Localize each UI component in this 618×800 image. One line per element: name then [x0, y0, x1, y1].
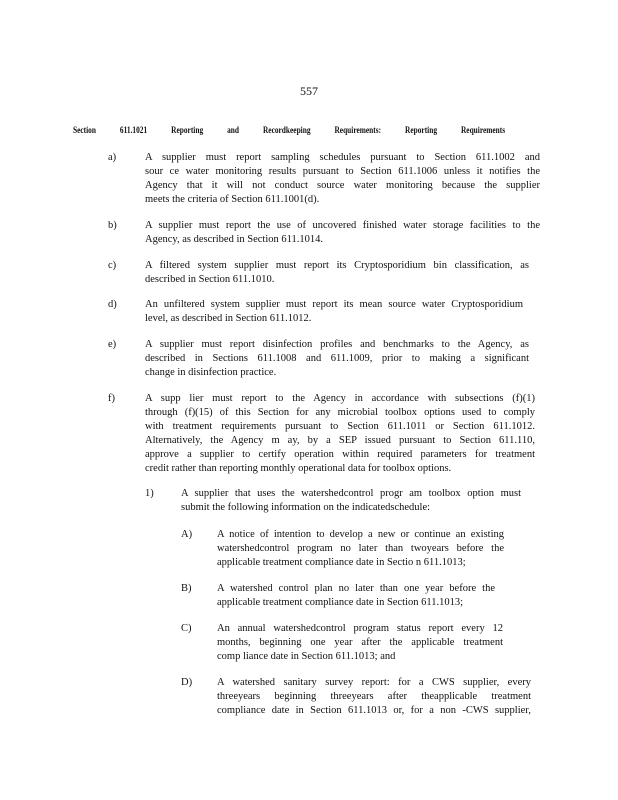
subparagraph-label: D) [181, 677, 193, 688]
subsection-text [145, 392, 535, 476]
paragraph-label: 1) [145, 488, 154, 499]
text-line: A watershed sanitary survey report: for a CWS supplier, every [217, 677, 531, 688]
subsection-label: a) [108, 152, 117, 163]
subparagraph-label: A) [181, 529, 193, 540]
text-line: watershedcontrol program no later than twoyears before the [217, 543, 504, 554]
paragraph-text [181, 487, 521, 515]
text-line: Agency, as described in Section 611.1014. [145, 234, 323, 245]
text-line: An unfiltered system supplier must report its mean source water Cryptosporidium [145, 299, 523, 310]
page-number: 557 [300, 84, 318, 98]
text-line: approve a supplier to certify operation within required parameters for treatment [145, 449, 535, 460]
text-line: A supp lier must report to the Agency in accordance with subsections (f)(1) [145, 393, 535, 404]
text-line: through (f)(15) of this Section for any microbial toolbox options used to comply [145, 407, 535, 418]
text-line: credit rather than reporting monthly operational data for toolbox options. [145, 463, 452, 474]
text-line: months, beginning one year after the applicable treatment [217, 637, 503, 648]
text-line: A supplier must report disinfection profiles and benchmarks to the Agency, as [145, 339, 529, 350]
subsection-label: b) [108, 220, 117, 231]
text-line: described in Section 611.1010. [145, 274, 275, 285]
text-line: A watershed control plan no later than one year before the [217, 583, 495, 594]
text-line: A notice of intention to develop a new or continue an existing [217, 529, 504, 540]
heading-word: Reporting [405, 125, 438, 135]
subsection-text [145, 219, 540, 247]
text-line: A supplier must report the use of uncovered finished water storage facilities to the [145, 220, 540, 231]
subsection-label: d) [108, 299, 117, 310]
subparagraph-text [217, 582, 495, 610]
subparagraph-text [217, 528, 504, 570]
text-line: applicable treatment compliance date in Section 611.1013; [217, 597, 463, 608]
text-line: submit the following information on the indicatedschedule: [181, 502, 431, 513]
heading-word: 611.1021 [119, 125, 148, 135]
subsection-label: f) [108, 393, 115, 404]
subsection-text [145, 151, 540, 207]
text-line: level, as described in Section 611.1012. [145, 313, 312, 324]
text-line: change in disinfection practice. [145, 367, 277, 378]
text-line: A supplier must report sampling schedules pursuant to Section 611.1002 and [145, 152, 540, 163]
text-line: applicable treatment compliance date in Sectio n 611.1013; [217, 557, 466, 568]
heading-word: Requirements [460, 125, 506, 135]
subsection-text [145, 298, 523, 326]
text-line: meets the criteria of Section 611.1001(d). [145, 194, 320, 205]
subparagraph-text [217, 676, 531, 718]
subparagraph-text [217, 622, 503, 664]
heading-word: Requirements: [334, 125, 382, 135]
subparagraph-label: C) [181, 623, 192, 634]
subsection-label: e) [108, 339, 117, 350]
text-line: A supplier that uses the watershedcontrol progr am toolbox option must [181, 488, 521, 499]
heading-word: Recordkeeping [262, 125, 311, 135]
subsection-text [145, 259, 529, 287]
text-line: An annual watershedcontrol program status report every 12 [217, 623, 503, 634]
heading-word: and [227, 125, 239, 135]
heading-word: Reporting [171, 125, 204, 135]
text-line: Agency that it will not conduct source water monitoring because the supplier [145, 180, 540, 191]
text-line: Alternatively, the Agency m ay, by a SEP issued pursuant to Section 611.110, [145, 435, 535, 446]
text-line: comp liance date in Section 611.1013; and [217, 651, 396, 662]
section-heading [73, 125, 505, 135]
subsection-label: c) [108, 260, 117, 271]
text-line: compliance date in Section 611.1013 or, for a non -CWS supplier, [217, 705, 531, 716]
text-line: sour ce water monitoring results pursuant to Section 611.1006 unless it notifies the [145, 166, 540, 177]
text-line: A filtered system supplier must report its Cryptosporidium bin classification, as [145, 260, 529, 271]
subsection-text [145, 338, 529, 380]
text-line: described in Sections 611.1008 and 611.1009, prior to making a significant [145, 353, 529, 364]
subparagraph-label: B) [181, 583, 192, 594]
text-line: with treatment requirements pursuant to Section 611.1011 or Section 611.1012. [145, 421, 535, 432]
heading-word: Section [73, 125, 96, 135]
text-line: threeyears beginning threeyears after theapplicable treatment [217, 691, 531, 702]
